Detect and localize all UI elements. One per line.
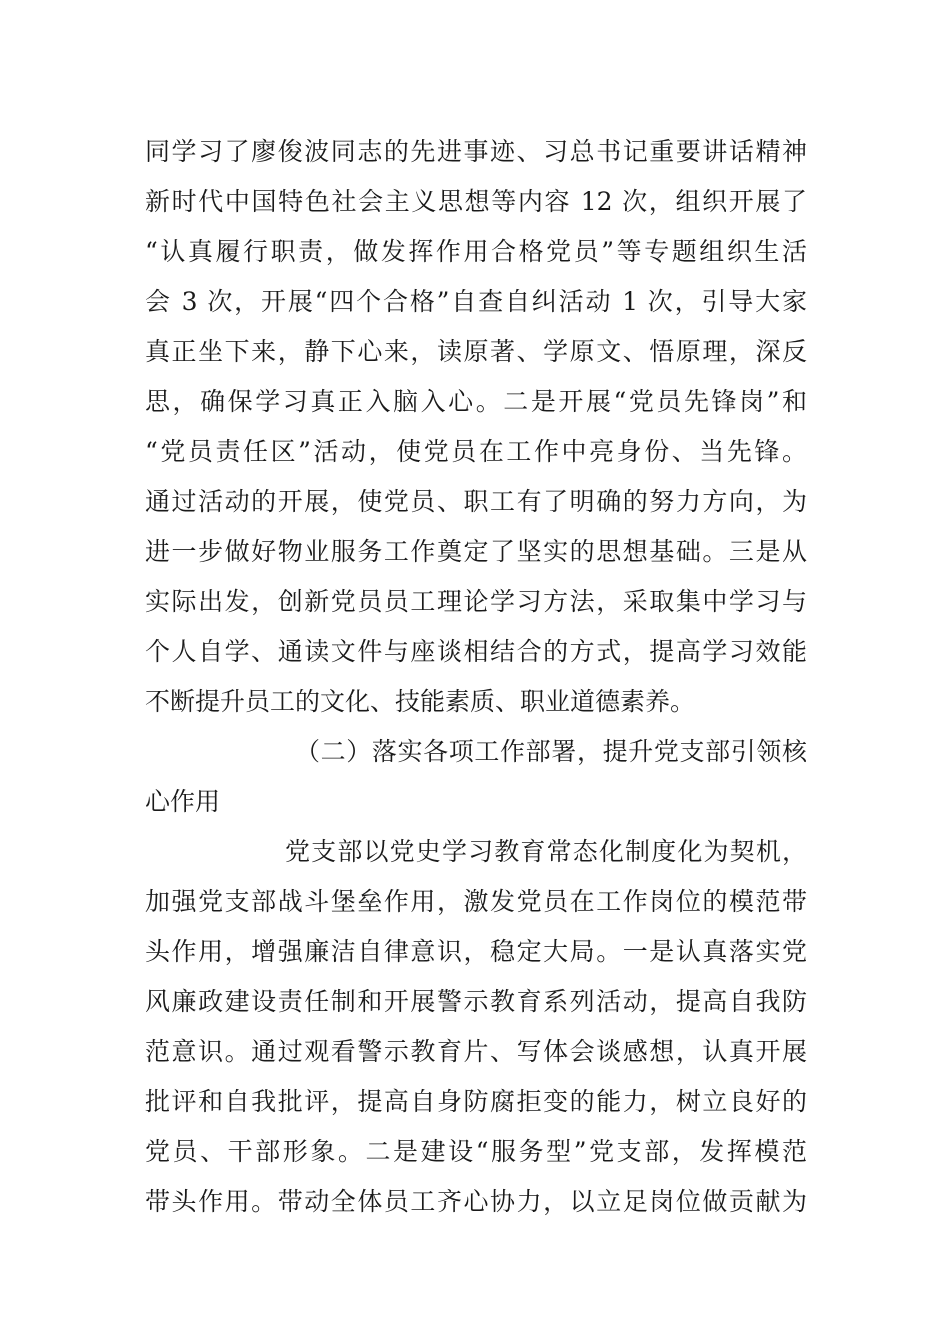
text-line: 思，确保学习真正入脑入心。二是开展“党员先锋岗”和 <box>145 387 807 416</box>
text-line: “党员责任区”活动，使党员在工作中亮身份、当先锋。 <box>145 437 807 466</box>
text-line: “认真履行职责，做发挥作用合格党员”等专题组织生活 <box>145 237 807 266</box>
paragraph-first-line: 党支部以党史学习教育常态化制度化为契机， <box>285 837 807 866</box>
text-line: 头作用，增强廉洁自律意识，稳定大局。一是认真落实党 <box>145 937 807 966</box>
text-line: 带头作用。带动全体员工齐心协力，以立足岗位做贡献为 <box>145 1187 807 1216</box>
text-line: 批评和自我批评，提高自身防腐拒变的能力，树立良好的 <box>145 1087 807 1116</box>
text-line: 同学习了廖俊波同志的先进事迹、习总书记重要讲话精神 <box>145 137 807 166</box>
text-line: 加强党支部战斗堡垒作用，激发党员在工作岗位的模范带 <box>145 887 807 916</box>
text-line: 实际出发，创新党员员工理论学习方法，采取集中学习与 <box>145 587 807 616</box>
text-line: 会 3 次，开展“四个合格”自查自纠活动 1 次，引导大家 <box>145 287 807 316</box>
text-line: 风廉政建设责任制和开展警示教育系列活动，提高自我防 <box>145 987 807 1016</box>
text-line: 个人自学、通读文件与座谈相结合的方式，提高学习效能 <box>145 637 807 666</box>
text-line: 通过活动的开展，使党员、职工有了明确的努力方向，为 <box>145 487 807 516</box>
text-line: 范意识。通过观看警示教育片、写体会谈感想，认真开展 <box>145 1037 807 1066</box>
text-line: 不断提升员工的文化、技能素质、职业道德素养。 <box>145 687 696 716</box>
text-line: 党员、干部形象。二是建设“服务型”党支部，发挥模范 <box>145 1137 807 1166</box>
section-heading: （二）落实各项工作部署，提升党支部引领核 <box>295 737 807 766</box>
section-heading-continued: 心作用 <box>145 787 221 816</box>
text-line: 进一步做好物业服务工作奠定了坚实的思想基础。三是从 <box>145 537 807 566</box>
text-line: 新时代中国特色社会主义思想等内容 12 次，组织开展了 <box>145 187 807 216</box>
text-line: 真正坐下来，静下心来，读原著、学原文、悟原理，深反 <box>145 337 807 366</box>
